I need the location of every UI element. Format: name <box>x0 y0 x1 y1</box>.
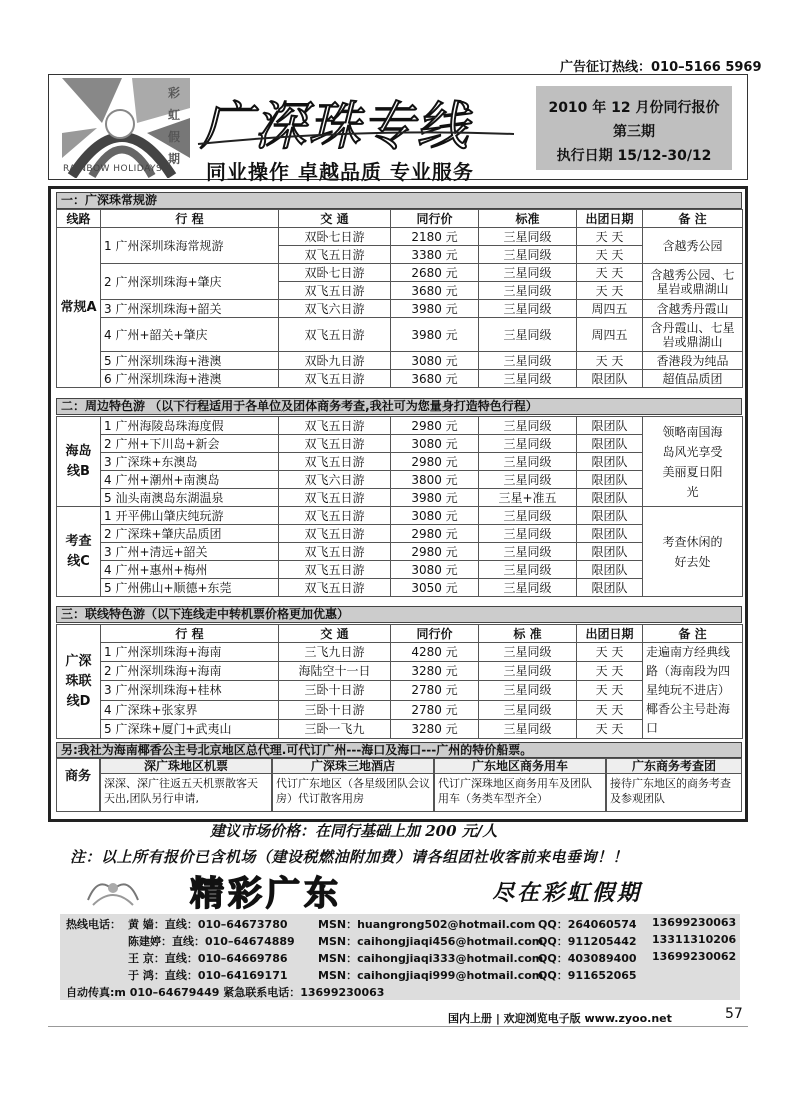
standard-cell: 三星同级 <box>479 643 577 662</box>
standard-cell: 三星同级 <box>479 435 577 453</box>
itinerary-cell: 4 广州+韶关+肇庆 <box>101 318 279 352</box>
price-cell: 3980 元 <box>391 489 479 507</box>
section-2-header: 二：周边特色游 （以下行程适用于各单位及团体商务考查,我社可为您量身打造特色行程） <box>56 398 742 415</box>
page-number: 57 <box>725 1006 743 1022</box>
logo-side-text: 彩虹假期 <box>168 86 181 166</box>
transport-cell: 三飞九日游 <box>279 643 391 662</box>
table-header-row <box>57 210 743 228</box>
itinerary-cell: 1 广州深圳珠海+海南 <box>101 643 279 662</box>
price-cell: 3280 元 <box>391 662 479 681</box>
standard-cell: 三星同级 <box>479 662 577 681</box>
business-col-header: 广东地区商务用车 <box>435 759 605 774</box>
section-1-table <box>56 209 743 388</box>
contact-row <box>66 933 736 950</box>
business-col-header: 广东商务考查团 <box>607 759 741 774</box>
transport-cell: 双飞五日游 <box>279 435 391 453</box>
itinerary-cell: 1 广州海陵岛珠海度假 <box>101 417 279 435</box>
price-notice: 注：以上所有报价已含机场（建设税燃油附加费）请各组团社收客前来电垂询！！ <box>70 848 629 866</box>
contact-row <box>66 984 736 1001</box>
price-cell: 2980 元 <box>391 453 479 471</box>
price-issue: 第三期 <box>613 124 655 140</box>
standard-cell: 三星同级 <box>479 282 577 300</box>
price-cell: 3080 元 <box>391 435 479 453</box>
contact-box <box>60 914 740 1000</box>
table-row <box>57 525 743 543</box>
contact-name: 王 京：直线：010–64669786 <box>128 952 288 965</box>
business-col-body: 代订广东地区（各星级团队会议房）代订散客用房 <box>276 777 430 805</box>
price-cell: 4280 元 <box>391 643 479 662</box>
standard-cell: 三星同级 <box>479 561 577 579</box>
section-1-header: 一：广深珠常规游 <box>56 192 742 209</box>
section-2-table <box>56 416 743 597</box>
ferry-agent-note: 另:我社为海南椰香公主号北京地区总代理.可代订广州---海口及海口---广州的特价船票。 <box>56 742 742 758</box>
standard-cell: 三星同级 <box>479 471 577 489</box>
price-cell: 3980 元 <box>391 300 479 318</box>
itinerary-cell: 5 广州佛山+顺德+东莞 <box>101 579 279 597</box>
standard-cell: 三星同级 <box>479 300 577 318</box>
note-cell: 香港段为纯品 <box>643 352 743 370</box>
price-cell: 3980 元 <box>391 318 479 352</box>
business-col-header: 广深珠三地酒店 <box>273 759 433 774</box>
transport-cell: 双飞五日游 <box>279 543 391 561</box>
date-cell: 限团队 <box>577 507 643 525</box>
standard-cell: 三星同级 <box>479 507 577 525</box>
transport-cell: 双飞五日游 <box>279 525 391 543</box>
route-label: 常规A <box>57 228 101 388</box>
itinerary-cell: 2 广州深圳珠海+海南 <box>101 662 279 681</box>
date-cell: 限团队 <box>577 489 643 507</box>
col-header: 同行价 <box>391 625 479 643</box>
transport-cell: 双飞六日游 <box>279 471 391 489</box>
transport-cell: 双飞五日游 <box>279 370 391 388</box>
business-col-body: 接待广东地区的商务考查及参观团队 <box>610 777 731 805</box>
table-row <box>57 318 743 352</box>
table-row <box>57 471 743 489</box>
business-air-tickets <box>100 758 272 812</box>
standard-cell: 三星同级 <box>479 719 577 738</box>
price-cell: 2980 元 <box>391 543 479 561</box>
transport-cell: 双飞五日游 <box>279 579 391 597</box>
business-vehicles <box>434 758 606 812</box>
route-label: 广深珠联线D <box>57 625 101 739</box>
standard-cell: 三星同级 <box>479 228 577 246</box>
standard-cell: 三星同级 <box>479 370 577 388</box>
suggested-price-note: 建议市场价格：在同行基础上加 200 元/人 <box>210 822 498 840</box>
fax-line: 自动传真:m 010–64679449 紧急联系电话：13699230063 <box>66 986 385 999</box>
footer-text: 国内上册 | 欢迎浏览电子版 www.zyoo.net <box>448 1012 672 1025</box>
col-header: 线路 <box>57 210 101 228</box>
itinerary-cell: 4 广深珠+张家界 <box>101 700 279 719</box>
note-cell: 含越秀丹霞山 <box>643 300 743 318</box>
standard-cell: 三星同级 <box>479 246 577 264</box>
note-cell: 含丹霞山、七星岩或鼎湖山 <box>643 318 743 352</box>
contact-msn: MSN：caihongjiaqi999@hotmail.com <box>318 969 544 982</box>
price-cell: 2980 元 <box>391 417 479 435</box>
date-cell: 天 天 <box>577 643 643 662</box>
price-cell: 3080 元 <box>391 561 479 579</box>
table-row <box>57 228 743 246</box>
price-cell: 3800 元 <box>391 471 479 489</box>
itinerary-cell: 6 广州深圳珠海+港澳 <box>101 370 279 388</box>
transport-cell: 三卧十日游 <box>279 700 391 719</box>
contact-qq: QQ：911652065 <box>538 969 637 982</box>
date-cell: 周四五 <box>577 318 643 352</box>
col-header: 标 准 <box>479 625 577 643</box>
logo-english: RAINBOW HOLIDAYS <box>63 164 163 174</box>
itinerary-cell: 5 汕头南澳岛东湖温泉 <box>101 489 279 507</box>
itinerary-cell: 2 广州+下川岛+新会 <box>101 435 279 453</box>
date-cell: 限团队 <box>577 561 643 579</box>
transport-cell: 三卧十日游 <box>279 681 391 700</box>
itinerary-cell: 1 广州深圳珠海常规游 <box>101 228 279 264</box>
table-row <box>57 681 743 700</box>
route-label: 海岛线B <box>57 417 101 507</box>
itinerary-cell: 2 广深珠+肇庆品质团 <box>101 525 279 543</box>
business-col-body: 深深、深广往返五天机票散客天天出,团队另行申请, <box>104 777 258 805</box>
table-row <box>57 453 743 471</box>
date-cell: 周四五 <box>577 300 643 318</box>
table-row <box>57 264 743 282</box>
business-label: 商务 <box>56 758 100 812</box>
standard-cell: 三星同级 <box>479 525 577 543</box>
contact-row <box>66 967 736 984</box>
standard-cell: 三星同级 <box>479 264 577 282</box>
price-cell: 2780 元 <box>391 681 479 700</box>
table-row <box>57 700 743 719</box>
date-cell: 限团队 <box>577 453 643 471</box>
note-cell: 走遍南方经典线路（海南段为四星纯玩不进店）椰香公主号赴海口 <box>643 643 743 739</box>
date-cell: 天 天 <box>577 228 643 246</box>
contact-qq: QQ：403089400 <box>538 952 637 965</box>
price-cell: 2680 元 <box>391 264 479 282</box>
itinerary-cell: 5 广州深圳珠海+港澳 <box>101 352 279 370</box>
col-header: 出团日期 <box>577 625 643 643</box>
date-cell: 限团队 <box>577 471 643 489</box>
transport-cell: 双飞五日游 <box>279 246 391 264</box>
note-cell: 领略南国海岛风光享受美丽夏日阳光 <box>643 417 743 507</box>
contact-qq: QQ：264060574 <box>538 918 637 931</box>
price-period-box <box>536 86 732 170</box>
date-cell: 天 天 <box>577 282 643 300</box>
contact-row <box>66 950 736 967</box>
price-dates: 执行日期 15/12-30/12 <box>556 148 712 164</box>
business-inspection <box>606 758 742 812</box>
transport-cell: 双卧九日游 <box>279 352 391 370</box>
transport-cell: 双飞六日游 <box>279 300 391 318</box>
col-header: 备 注 <box>643 210 743 228</box>
price-cell: 2780 元 <box>391 700 479 719</box>
transport-cell: 双飞五日游 <box>279 507 391 525</box>
col-header: 备 注 <box>643 625 743 643</box>
banner-subtitle: 尽在彩虹假期 <box>492 880 643 906</box>
ad-hotline: 广告征订热线：010–5166 5969 <box>560 60 762 75</box>
table-row <box>57 507 743 525</box>
price-cell: 3680 元 <box>391 370 479 388</box>
transport-cell: 双飞五日游 <box>279 489 391 507</box>
date-cell: 天 天 <box>577 681 643 700</box>
date-cell: 限团队 <box>577 435 643 453</box>
note-cell: 超值品质团 <box>643 370 743 388</box>
date-cell: 天 天 <box>577 700 643 719</box>
price-cell: 3080 元 <box>391 352 479 370</box>
col-header: 行 程 <box>101 625 279 643</box>
contact-name: 黄 嫱：直线：010–64673780 <box>128 918 288 931</box>
price-cell: 3280 元 <box>391 719 479 738</box>
footer-divider <box>48 1026 748 1027</box>
col-header: 交 通 <box>279 210 391 228</box>
business-col-body: 代订广深珠地区商务用车及团队用车（务类车型齐全） <box>438 777 592 805</box>
transport-cell: 双飞五日游 <box>279 417 391 435</box>
transport-cell: 双卧七日游 <box>279 264 391 282</box>
col-header: 标准 <box>479 210 577 228</box>
transport-cell: 三卧一飞九 <box>279 719 391 738</box>
standard-cell: 三星+准五 <box>479 489 577 507</box>
itinerary-cell: 1 开平佛山肇庆纯玩游 <box>101 507 279 525</box>
slogan: 同业操作 卓越品质 专业服务 <box>206 160 474 184</box>
price-cell: 3380 元 <box>391 246 479 264</box>
swoosh-decoration-icon <box>196 128 516 150</box>
table-row <box>57 543 743 561</box>
col-header: 交 通 <box>279 625 391 643</box>
contact-name: 于 鸿：直线：010–64169171 <box>128 969 288 982</box>
standard-cell: 三星同级 <box>479 543 577 561</box>
section-3-table <box>56 624 743 739</box>
date-cell: 限团队 <box>577 579 643 597</box>
section-3-header: 三：联线特色游（以下连线走中转机票价格更加优惠） <box>56 606 742 623</box>
table-row <box>57 662 743 681</box>
contact-msn: MSN：caihongjiaqi333@hotmail.com <box>318 952 544 965</box>
date-cell: 天 天 <box>577 719 643 738</box>
table-row <box>57 352 743 370</box>
date-cell: 限团队 <box>577 370 643 388</box>
itinerary-cell: 3 广州深圳珠海+韶关 <box>101 300 279 318</box>
itinerary-cell: 2 广州深圳珠海+肇庆 <box>101 264 279 300</box>
note-cell: 含越秀公园 <box>643 228 743 264</box>
contact-mobile: 13699230063 <box>652 916 737 929</box>
date-cell: 限团队 <box>577 543 643 561</box>
price-cell: 3680 元 <box>391 282 479 300</box>
contact-msn: MSN：huangrong502@hotmail.com <box>318 918 536 931</box>
contact-mobile: 13699230062 <box>652 950 737 963</box>
price-cell: 2980 元 <box>391 525 479 543</box>
itinerary-cell: 3 广州深圳珠海+桂林 <box>101 681 279 700</box>
transport-cell: 双飞五日游 <box>279 561 391 579</box>
itinerary-cell: 3 广州+清远+韶关 <box>101 543 279 561</box>
page-title: 广深珠专线 <box>200 97 471 157</box>
table-row <box>57 417 743 435</box>
price-cell: 3050 元 <box>391 579 479 597</box>
banner-title: 精彩广东 <box>190 874 342 914</box>
price-cell: 3080 元 <box>391 507 479 525</box>
itinerary-cell: 3 广深珠+东澳岛 <box>101 453 279 471</box>
date-cell: 限团队 <box>577 525 643 543</box>
table-header-row <box>57 625 743 643</box>
price-month: 2010 年 12 月份同行报价 <box>548 100 720 116</box>
flower-logo-icon <box>78 870 148 910</box>
transport-cell: 双飞五日游 <box>279 318 391 352</box>
table-row <box>57 561 743 579</box>
standard-cell: 三星同级 <box>479 453 577 471</box>
itinerary-cell: 4 广州+惠州+梅州 <box>101 561 279 579</box>
standard-cell: 三星同级 <box>479 417 577 435</box>
route-label: 考查线C <box>57 507 101 597</box>
date-cell: 限团队 <box>577 417 643 435</box>
contact-qq: QQ：911205442 <box>538 935 637 948</box>
standard-cell: 三星同级 <box>479 352 577 370</box>
date-cell: 天 天 <box>577 264 643 282</box>
col-header: 出团日期 <box>577 210 643 228</box>
table-row <box>57 643 743 662</box>
table-row <box>57 719 743 738</box>
transport-cell: 双卧七日游 <box>279 228 391 246</box>
hotline-label: 热线电话： <box>66 918 121 931</box>
table-row <box>57 300 743 318</box>
business-hotels <box>272 758 434 812</box>
itinerary-cell: 4 广州+潮州+南澳岛 <box>101 471 279 489</box>
business-col-header: 深广珠地区机票 <box>101 759 271 774</box>
price-cell: 2180 元 <box>391 228 479 246</box>
col-header: 行 程 <box>101 210 279 228</box>
contact-msn: MSN：caihongjiaqi456@hotmail.com <box>318 935 544 948</box>
table-row <box>57 435 743 453</box>
contact-mobile: 13311310206 <box>652 933 737 946</box>
date-cell: 天 天 <box>577 352 643 370</box>
note-cell: 考查休闲的好去处 <box>643 507 743 597</box>
contact-name: 陈建婷：直线：010–64674889 <box>128 935 295 948</box>
itinerary-cell: 5 广深珠+厦门+武夷山 <box>101 719 279 738</box>
table-row <box>57 370 743 388</box>
transport-cell: 双飞五日游 <box>279 453 391 471</box>
date-cell: 天 天 <box>577 246 643 264</box>
transport-cell: 海陆空十一日 <box>279 662 391 681</box>
contact-row <box>66 916 736 933</box>
date-cell: 天 天 <box>577 662 643 681</box>
standard-cell: 三星同级 <box>479 681 577 700</box>
table-row <box>57 489 743 507</box>
standard-cell: 三星同级 <box>479 318 577 352</box>
standard-cell: 三星同级 <box>479 579 577 597</box>
transport-cell: 双飞五日游 <box>279 282 391 300</box>
col-header: 同行价 <box>391 210 479 228</box>
standard-cell: 三星同级 <box>479 700 577 719</box>
table-row <box>57 579 743 597</box>
note-cell: 含越秀公园、七星岩或鼎湖山 <box>643 264 743 300</box>
